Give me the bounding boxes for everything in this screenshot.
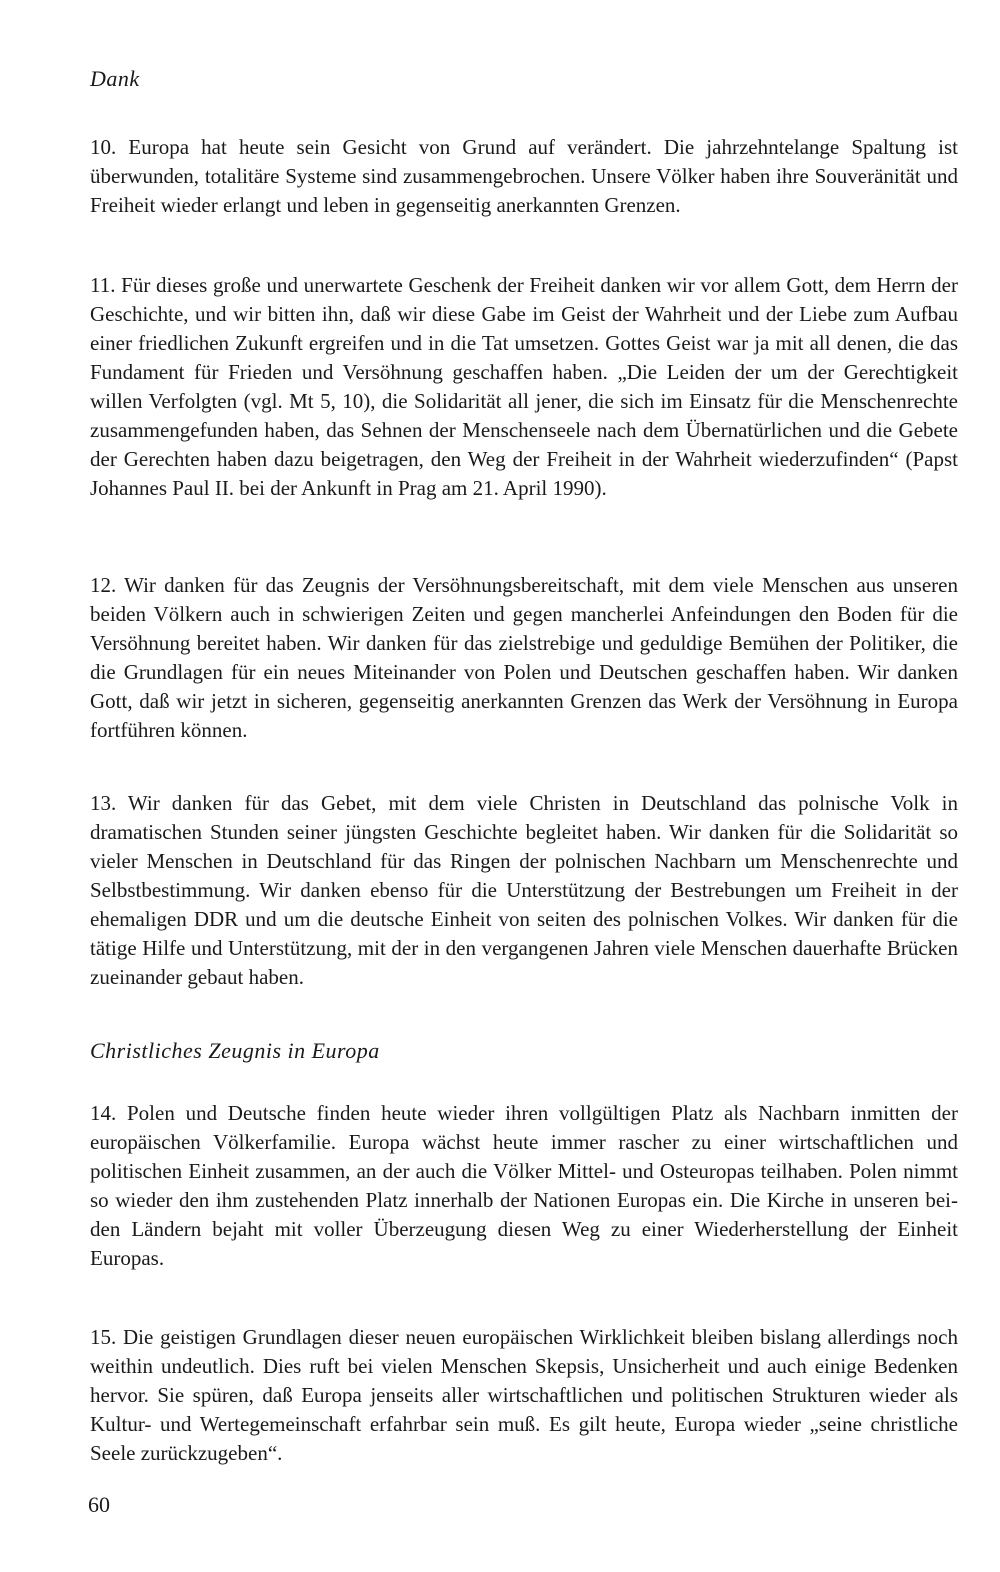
paragraph-12: 12. Wir danken für das Zeugnis der Versöhnungsbereitschaft, mit dem viele Menschen aus unseren beiden Völkern auch in schwierigen Zeiten und gegen mancherlei Anfeindungen den Boden für die Versöhnung bereitet haben. Wir danken für das zielstrebige und geduldige Bemühen der Politiker, die die Grundlagen für ein neues Miteinander von Polen und Deutschen geschaffen haben. Wir danken Gott, daß wir jetzt in sicheren, gegenseitig anerkannten Grenzen das Werk der Versöhnung in Europa fortführen können.: [90, 573, 958, 742]
section-heading-christliches-zeugnis: Christliches Zeugnis in Europa: [90, 1038, 380, 1063]
section-heading-dank: Dank: [90, 66, 140, 91]
paragraph-14: 14. Polen und Deutsche finden heute wieder ihren vollgültigen Platz als Nachbarn inmitten der europäischen Völkerfamilie. Europa wächst heute immer rascher zu einer wirtschaftlichen und politischen Einheit zusammen, an der auch die Völker Mittel- und Osteuropas teilhaben. Polen nimmt so wieder den ihm zustehenden Platz innerhalb der Nationen Europas ein. Die Kirche in unseren beiden Ländern bejaht mit voller Überzeugung diesen Weg zu einer Wiederherstellung der Einheit Europas.: [90, 1101, 958, 1270]
paragraph-11: 11. Für dieses große und unerwartete Geschenk der Freiheit danken wir vor allem Gott, dem Herrn der Geschichte, und wir bitten ihn, daß wir diese Gabe im Geist der Wahrheit und der Liebe zum Aufbau einer friedlichen Zukunft ergreifen und in die Tat umsetzen. Gottes Geist war ja mit all denen, die das Fundament für Frieden und Versöhnung geschaffen haben. „Die Leiden der um der Gerechtigkeit willen Verfolgten (vgl. Mt 5, 10), die Solidarität all jener, die sich im Einsatz für die Menschenrechte zusammengefunden haben, das Sehnen der Menschenseele nach dem Übernatürlichen und die Gebete der Gerechten haben dazu beigetragen, den Weg der Freiheit in der Wahrheit wiederzufinden“ (Papst Johannes Paul II. bei der Ankunft in Prag am 21. April 1990).: [90, 273, 958, 500]
paragraph-13: 13. Wir danken für das Gebet, mit dem viele Christen in Deutschland das polnische Volk in dramatischen Stunden seiner jüngsten Geschichte begleitet haben. Wir danken für die Solidarität so vieler Menschen in Deutschland für das Ringen der polnischen Nachbarn um Menschenrechte und Selbstbestimmung. Wir danken ebenso für die Unterstützung der Bestrebungen um Freiheit in der ehemaligen DDR und um die deutsche Einheit von seiten des polnischen Volkes. Wir danken für die tätige Hilfe und Unterstützung, mit der in den vergangenen Jahren viele Menschen dauerhafte Brücken zueinander gebaut haben.: [90, 791, 958, 989]
page-number: 60: [88, 1492, 110, 1517]
paragraph-15: 15. Die geistigen Grundlagen dieser neuen europäischen Wirklichkeit bleiben bislang allerdings noch weithin undeutlich. Dies ruft bei vielen Menschen Skepsis, Unsicherheit und auch einige Bedenken hervor. Sie spüren, daß Europa jenseits aller wirtschaftlichen und politischen Strukturen wieder als Kultur- und Wertegemeinschaft erfahrbar sein muß. Es gilt heute, Europa wieder „seine christliche Seele zurückzugeben“.: [90, 1325, 958, 1465]
paragraph-10: 10. Europa hat heute sein Gesicht von Grund auf verändert. Die jahrzehntelange Spaltung ist überwunden, totalitäre Systeme sind zusammengebrochen. Unsere Völker haben ihre Souveränität und Freiheit wieder erlangt und leben in gegenseitig anerkannten Grenzen.: [90, 135, 958, 217]
